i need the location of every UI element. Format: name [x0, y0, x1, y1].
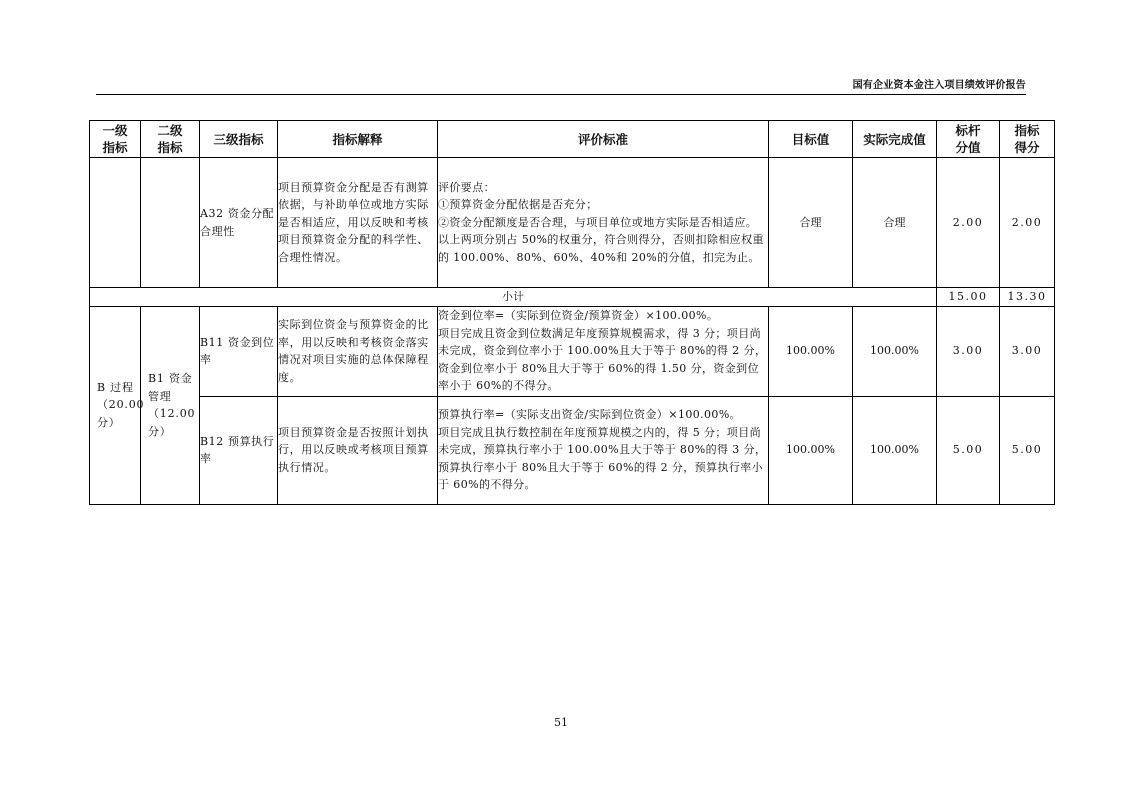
- col-header-target: 目标值: [769, 121, 853, 158]
- level2-cell: [141, 158, 200, 288]
- criteria-line: 项目完成且执行数控制在年度预算规模之内的，得 5 分；项目尚未完成，预算执行率小于 100.00%且大于等于 80%的得 3 分，预算执行率小于 80%且大于等于 60%的得 2 分，预算执行率小于 60%的不得分。: [438, 425, 767, 492]
- level1-cell: [90, 158, 141, 288]
- criteria-line: 以上两项分别占 50%的权重分，符合则得分，否则扣除相应权重的 100.00%、80%、60%、40%和 20%的分值，扣完为止。: [438, 233, 764, 264]
- col-header-level3: 三级指标: [200, 121, 278, 158]
- criteria-line: 项目完成且资金到位数满足年度预算规模需求，得 3 分；项目尚未完成，资金到位率小于 100.00%且大于等于 80%的得 2 分，资金到位率小于 80%且大于等于 60%的得 1.50 分，资金到位率小于 60%的不得分。: [438, 326, 767, 393]
- target-cell: 100.00%: [769, 396, 853, 504]
- criteria-cell: [438, 306, 769, 396]
- level2-label: B1 资金管理（12.00分）: [148, 372, 196, 438]
- score-cell: 2.00: [1000, 158, 1055, 288]
- level1-label: B 过程（20.00分）: [97, 380, 145, 429]
- explanation-cell: 实际到位资金与预算资金的比率，用以反映和考核资金落实情况对项目实施的总体保障程度。: [278, 306, 438, 396]
- benchmark-cell: 3.00: [937, 306, 1000, 396]
- level1-cell: [90, 306, 145, 504]
- score-cell: 5.00: [1000, 396, 1055, 504]
- subtotal-label: 小计: [90, 288, 937, 307]
- table-header-row: [90, 121, 1055, 158]
- table-row: [90, 396, 1055, 504]
- actual-cell: 合理: [853, 158, 937, 288]
- subtotal-row: [90, 288, 1055, 307]
- actual-cell: 100.00%: [853, 306, 937, 396]
- benchmark-cell: 5.00: [937, 396, 1000, 504]
- level3-cell: B11 资金到位率: [200, 306, 278, 396]
- criteria-line: ②资金分配额度是否合理，与项目单位或地方实际是否相适应。: [438, 215, 758, 229]
- level2-cell: [141, 306, 200, 504]
- target-cell: 100.00%: [769, 306, 853, 396]
- subtotal-benchmark: 15.00: [937, 288, 1000, 307]
- col-header-level1: 一级 指标: [90, 121, 141, 158]
- subtotal-score: 13.30: [1000, 288, 1055, 307]
- criteria-cell: [438, 396, 769, 504]
- explanation-cell: 项目预算资金是否按照计划执行，用以反映或考核项目预算执行情况。: [278, 396, 438, 504]
- page-number: 51: [554, 716, 568, 729]
- score-cell: 3.00: [1000, 306, 1055, 396]
- table-row: [90, 306, 1055, 396]
- actual-cell: 100.00%: [853, 396, 937, 504]
- col-header-actual: 实际完成值: [853, 121, 937, 158]
- criteria-cell: [438, 158, 769, 288]
- col-header-explanation: 指标解释: [278, 121, 438, 158]
- report-title: 国有企业资本金注入项目绩效评价报告: [852, 80, 1026, 91]
- criteria-line: 资金到位率=（实际到位资金/预算资金）×100.00%。: [438, 309, 719, 323]
- evaluation-table: [89, 120, 1055, 505]
- level3-cell: B12 预算执行率: [200, 396, 278, 504]
- benchmark-cell: 2.00: [937, 158, 1000, 288]
- level3-cell: A32 资金分配合理性: [200, 158, 278, 288]
- col-header-level2: 二级 指标: [141, 121, 200, 158]
- col-header-score: 指标 得分: [1000, 121, 1055, 158]
- table-row: [90, 158, 1055, 288]
- criteria-line: ①预算资金分配依据是否充分；: [438, 198, 598, 212]
- header-divider: [96, 94, 1026, 95]
- col-header-benchmark: 标杆 分值: [937, 121, 1000, 158]
- col-header-criteria: 评价标准: [438, 121, 769, 158]
- criteria-line: 评价要点：: [438, 180, 495, 194]
- criteria-line: 预算执行率=（实际支出资金/实际到位资金）×100.00%。: [438, 408, 742, 422]
- target-cell: 合理: [769, 158, 853, 288]
- explanation-cell: 项目预算资金分配是否有测算依据，与补助单位或地方实际是否相适应，用以反映和考核项目预算资金分配的科学性、合理性情况。: [278, 158, 438, 288]
